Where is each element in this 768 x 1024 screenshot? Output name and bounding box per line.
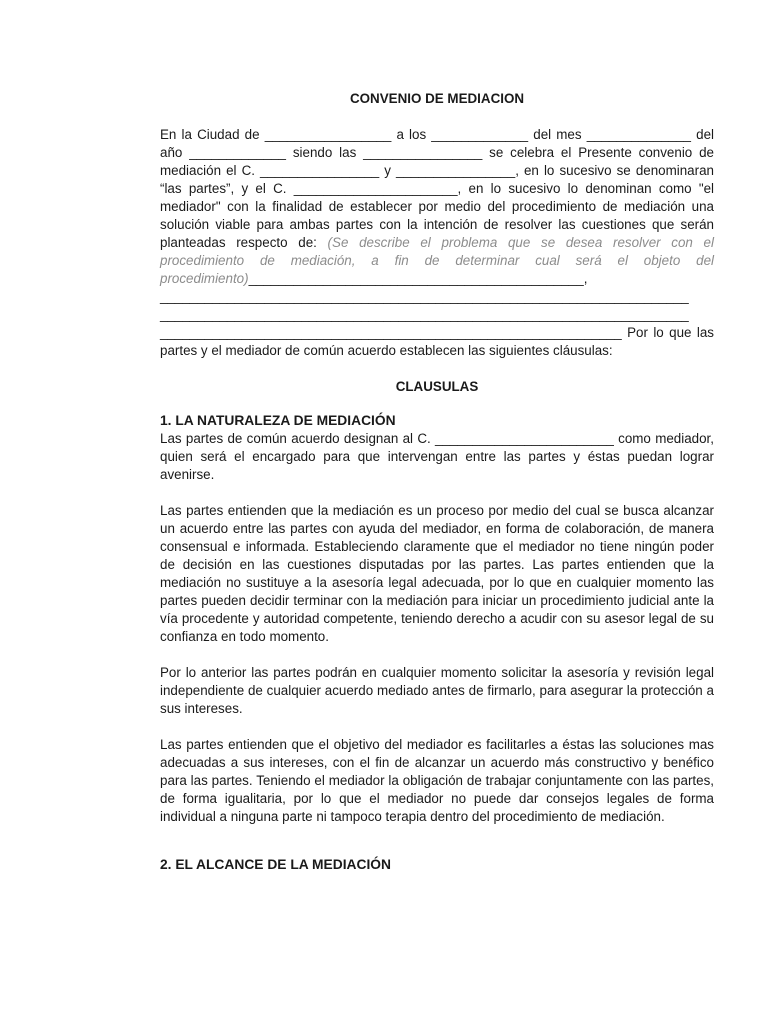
document-body [160,90,714,874]
section-1-paragraph-1: Las partes de común acuerdo designan al C. ________________________ como mediador, quien será el encargado para que intervengan entre las partes y éstas puedan lograr avenirse. [160,431,714,482]
section-1-heading: 1. LA NATURALEZA DE MEDIACIÓN [160,413,396,428]
clausulas-title: CLAUSULAS [395,379,479,394]
intro-text-continued: _____________________________________________, _______________________________________________________________________ _______________________________________________________________________ ______________________________________________________________ Por lo que las partes y el mediador de común acuerdo establecen las siguientes cláusulas: [160,271,714,358]
document-title: CONVENIO DE MEDIACION [349,91,525,106]
intro-paragraph [160,126,714,360]
section-1-paragraph-4: Las partes entienden que el objetivo del mediador es facilitarles a éstas las soluciones mas adecuadas a sus intereses, con el fin de alcanzar un acuerdo más constructivo y benéfico para las partes. Teniendo el mediador la obligación de trabajar conjuntamente con las partes, de forma igualitaria, por lo que el mediador no puede dar consejos legales de forma individual a ninguna parte ni tampoco terapia dentro del procedimiento de mediación. [160,737,714,824]
section-2-heading: 2. EL ALCANCE DE LA MEDIACIÓN [160,857,391,872]
section-1-paragraph-3: Por lo anterior las partes podrán en cualquier momento solicitar la asesoría y revisión legal independiente de cualquier acuerdo mediado antes de firmarlo, para asegurar la protección a sus intereses. [160,665,714,716]
intro-hint-text: (Se describe el problema que se desea resolver con el procedimiento de mediación, a fin de determinar cual será el objeto del procedimiento) [160,235,714,286]
section-1-paragraph-2: Las partes entienden que la mediación es un proceso por medio del cual se busca alcanzar un acuerdo entre las partes con ayuda del mediador, en forma de colaboración, de manera consensual e informada. Estableciendo claramente que el mediador no tiene ningún poder de decisión en las cuestiones disputadas por las partes. Las partes entienden que la mediación no sustituye a la asesoría legal adecuada, por lo que en cualquier momento las partes pueden decidir terminar con la mediación para iniciar un procedimiento judicial ante la vía procedente y autoridad competente, teniendo derecho a acudir con su asesor legal de su confianza en todo momento. [160,503,714,644]
intro-text: En la Ciudad de _________________ a los _____________ del mes ______________ del año _____________ siendo las ________________ se celebra el Presente convenio de mediación el C. ________________ y ________________, en lo sucesivo se denominaran “las partes”, y el C. ______________________, en lo sucesivo lo denominan como "el mediador" con la finalidad de establecer por medio del procedimiento de mediación una solución viable para ambas partes con la intención de resolver las cuestiones que serán planteadas respecto de: [160,127,714,250]
